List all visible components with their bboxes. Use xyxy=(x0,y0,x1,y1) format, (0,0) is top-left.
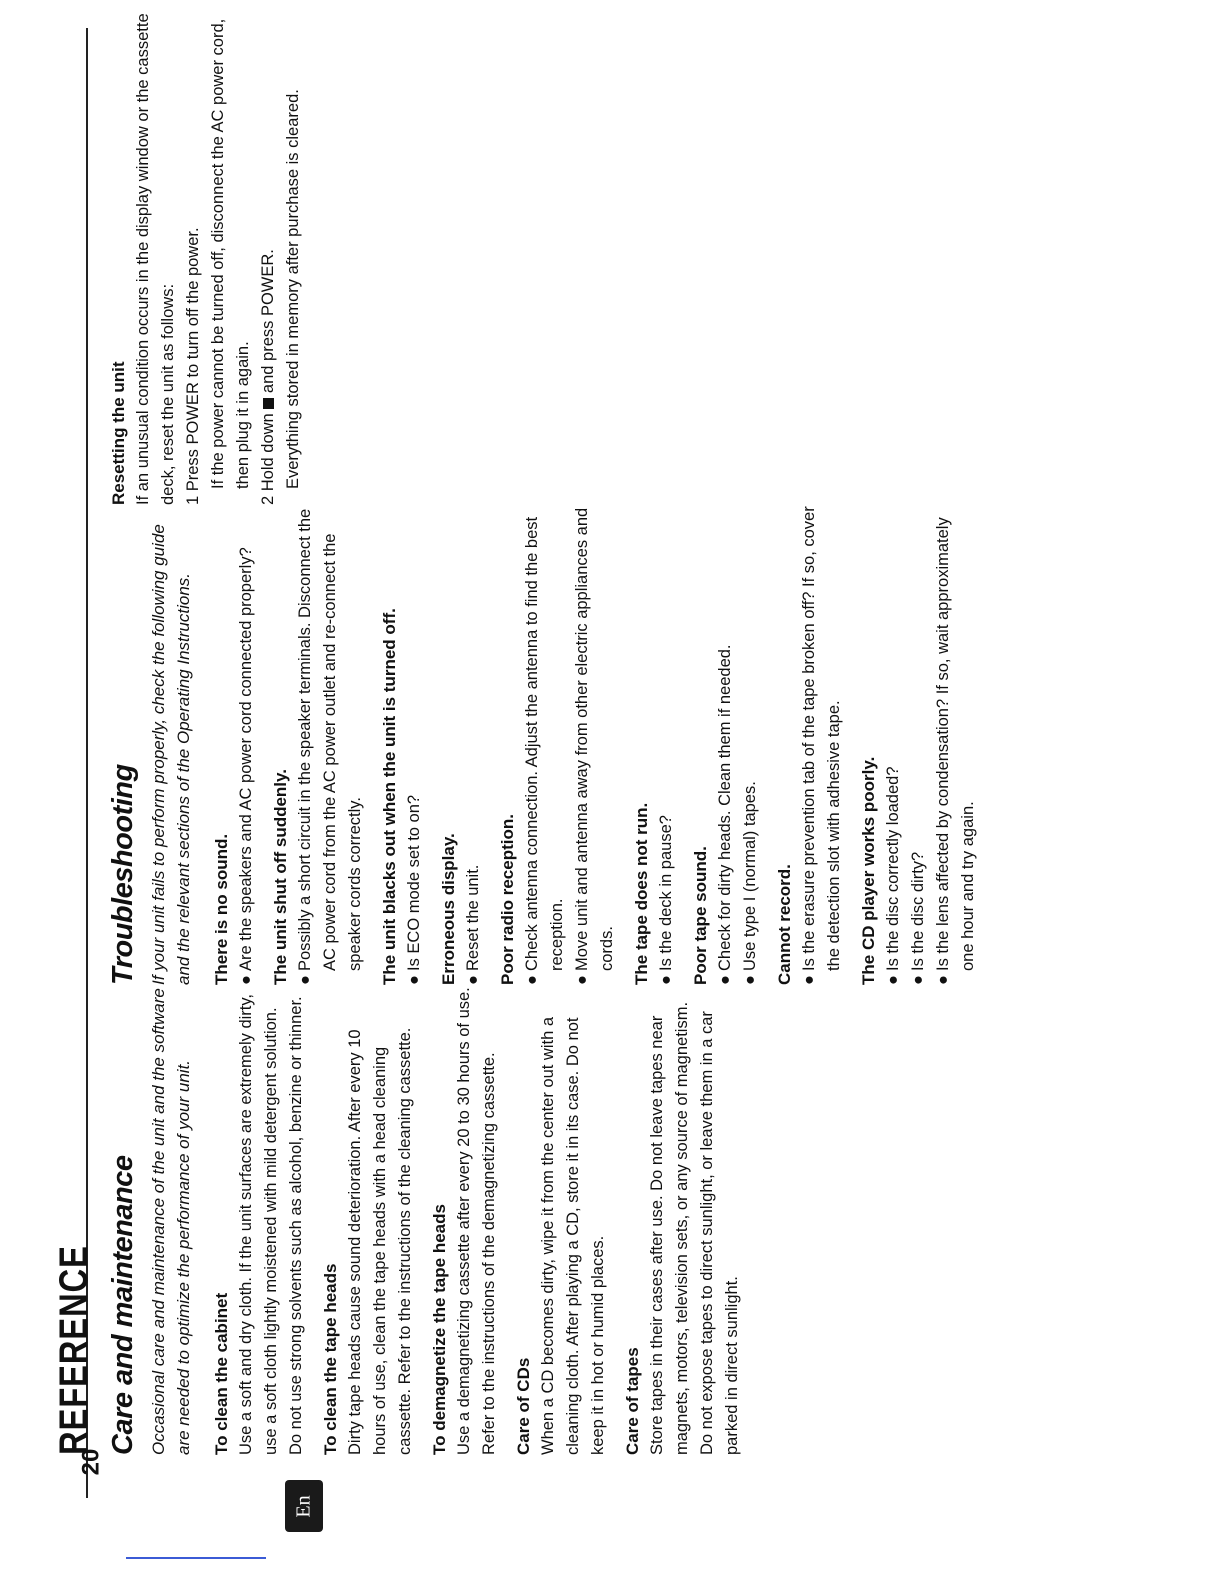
trouble-bullet: ●Check for dirty heads. Clean them if needed. xyxy=(716,644,734,985)
reset-step-2-note: Everything stored in memory after purchase is cleared. xyxy=(284,89,302,489)
trouble-list xyxy=(520,505,620,985)
trouble-list xyxy=(402,505,427,985)
care-text: When a CD becomes dirty, wipe it from the center out with a cleaning cloth. After playing a CD, store it in its case. Do not keep it in hot or humid places. xyxy=(539,1016,607,1455)
trouble-heading: Poor tape sound. xyxy=(691,846,710,985)
stop-square-icon xyxy=(263,398,274,409)
reset-intro: If an unusual condition occurs in the display window or the cassette deck, reset the unit as follows: xyxy=(134,13,177,505)
trouble-heading: Poor radio reception. xyxy=(498,814,517,985)
trouble-bullet: ●Use type I (normal) tapes. xyxy=(741,781,759,985)
care-text: Use a soft and dry cloth. If the unit surfaces are extremely dirty, use a soft cloth lightly moistened with mild detergent solution. Do not use strong solvents such as alcohol, benzine or thinner. xyxy=(237,994,305,1455)
trouble-heading: The CD player works poorly. xyxy=(859,756,878,985)
page-number: 20 xyxy=(77,1448,105,1476)
care-title: Care and maintenance xyxy=(107,1155,139,1455)
trouble-list xyxy=(797,505,847,985)
language-tab: En xyxy=(285,1480,323,1532)
trouble-bullet: ●Check antenna connection. Adjust the antenna to find the best reception. xyxy=(523,516,566,985)
troubleshooting-intro: If your unit fails to perform properly, check the following guide and the relevant sections of the Operating Instructions. xyxy=(149,524,193,985)
care-text: Store tapes in their cases after use. Do not leave tapes near magnets, motors, television sets, or any source of magnetism. Do not expose tapes to direct sunlight, or leave them in a car parked in direct sunlight. xyxy=(648,1001,741,1455)
trouble-heading: There is no sound. xyxy=(212,833,231,985)
care-heading: To clean the cabinet xyxy=(212,1292,231,1455)
trouble-heading: Cannot record. xyxy=(775,864,794,985)
troubleshooting-title: Troubleshooting xyxy=(107,764,139,985)
care-intro: Occasional care and maintenance of the unit and the software are needed to optimize the performance of your unit. xyxy=(149,988,193,1455)
section-title: REFERENCE xyxy=(52,1245,96,1455)
trouble-heading: Erroneous display. xyxy=(439,833,458,985)
trouble-heading: The tape does not run. xyxy=(632,802,651,985)
trouble-bullet: ●Possibly a short circuit in the speaker terminals. Disconnect the AC power cord from the AC power outlet and re-connect the speaker cords correctly. xyxy=(296,508,364,985)
care-heading: To demagnetize the tape heads xyxy=(430,1204,449,1455)
trouble-list xyxy=(461,505,486,985)
trouble-bullet: ●Move unit and antenna away from other electric appliances and cords. xyxy=(573,507,616,985)
reset-heading: Resetting the unit xyxy=(109,361,128,505)
trouble-bullet: ●Is the erasure prevention tab of the tape broken off? If so, cover the detection slot with adhesive tape. xyxy=(800,506,843,985)
trouble-bullet: ●Is the disc dirty? xyxy=(909,851,927,985)
bottom-blue-rule xyxy=(126,1557,266,1559)
care-text: Use a demagnetizing cassette after every 20 to 30 hours of use. Refer to the instructions of the demagnetizing cassette. xyxy=(455,987,498,1455)
trouble-list xyxy=(293,505,368,985)
trouble-list xyxy=(713,505,763,985)
trouble-bullet: ●Reset the unit. xyxy=(464,864,482,985)
rotated-page-content xyxy=(52,5,1152,1545)
trouble-list xyxy=(881,505,981,985)
care-heading: Care of tapes xyxy=(623,1347,642,1455)
trouble-bullet: ●Is the disc correctly loaded? xyxy=(884,766,902,985)
care-heading: Care of CDs xyxy=(514,1357,533,1455)
trouble-list xyxy=(234,505,259,985)
troubleshooting-column xyxy=(107,505,981,985)
reset-step-1-note: If the power cannot be turned off, disconnect the AC power cord, then plug it in again. xyxy=(209,18,252,489)
trouble-bullet: ●Are the speakers and AC power cord connected properly? xyxy=(237,547,255,985)
trouble-bullet: ●Is the lens affected by condensation? If so, wait approximately one hour and try again. xyxy=(934,517,977,985)
care-heading: To clean the tape heads xyxy=(321,1263,340,1455)
trouble-bullet: ●Is ECO mode set to on? xyxy=(405,794,423,985)
trouble-heading: The unit shut off suddenly. xyxy=(271,769,290,985)
care-text: Dirty tape heads cause sound deterioration. After every 10 hours of use, clean the tape heads with a head cleaning cassette. Refer to the instructions of the cleaning cassette. xyxy=(346,1027,414,1455)
reset-column xyxy=(97,5,306,505)
trouble-list xyxy=(654,505,679,985)
trouble-heading: The unit blacks out when the unit is turned off. xyxy=(380,608,399,985)
trouble-bullet: ●Is the deck in pause? xyxy=(657,815,675,985)
reset-step-2: 2 Hold down and press POWER. xyxy=(259,249,277,505)
care-column xyxy=(107,985,745,1455)
reset-step-1: 1 Press POWER to turn off the power. xyxy=(184,227,202,505)
